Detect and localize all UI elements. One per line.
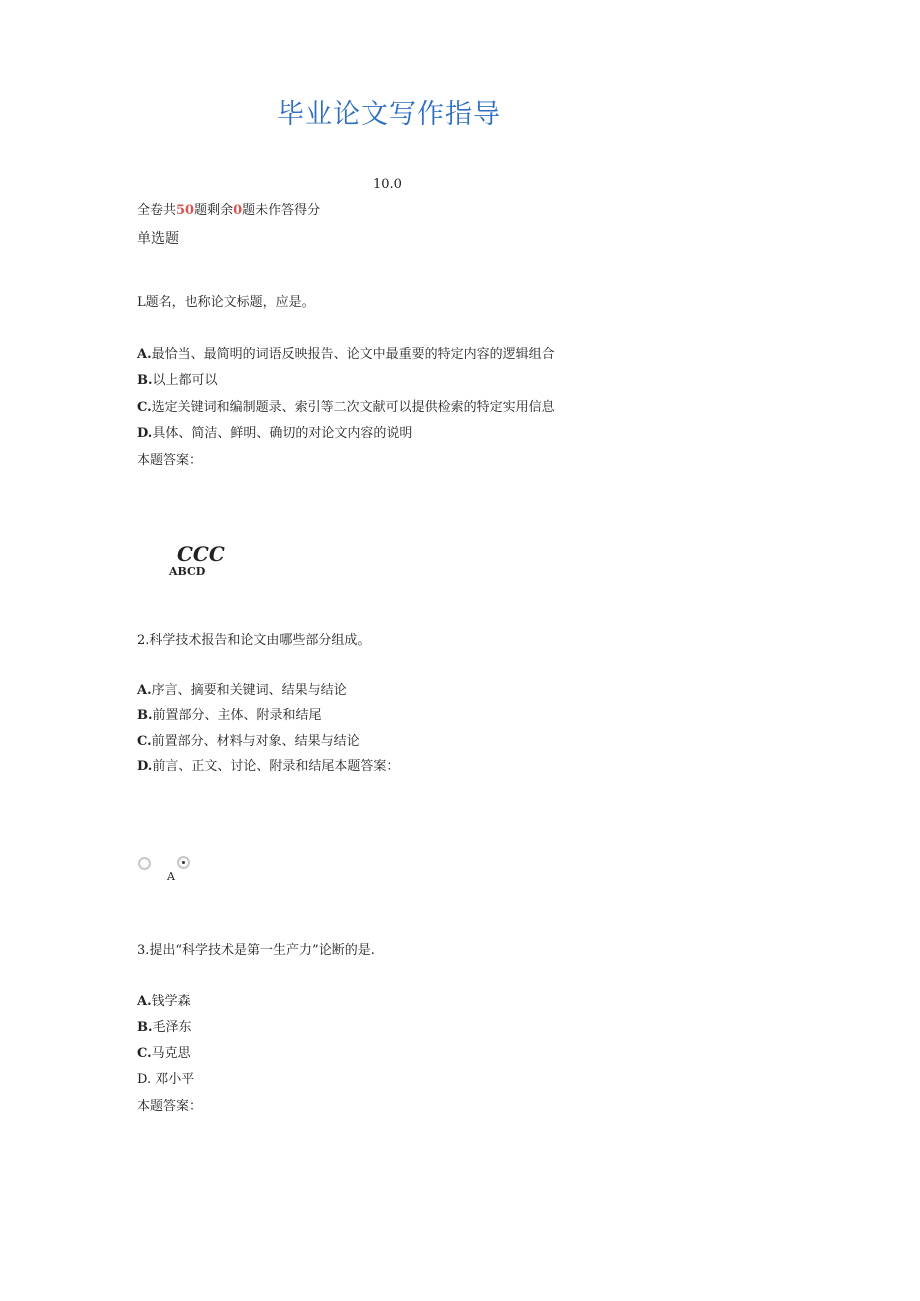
page-title: 毕业论文写作指导 xyxy=(277,99,501,130)
option-letter: D. xyxy=(137,426,153,441)
score-value: 10.0 xyxy=(373,177,402,192)
total-count: 50 xyxy=(176,203,195,218)
q2-option-d[interactable] xyxy=(137,755,399,774)
question-2-text: 2.科学技术报告和论文由哪些部分组成。 xyxy=(137,633,371,648)
q3-option-d[interactable] xyxy=(137,1068,194,1087)
option-letter: C. xyxy=(137,1046,152,1061)
q1-answer-label: 本题答案： xyxy=(137,453,203,468)
option-letter: D. xyxy=(137,759,153,774)
q1-answer-marks: CCC xyxy=(177,542,225,566)
option-text: 以上都可以 xyxy=(152,373,218,388)
exam-summary xyxy=(137,199,320,218)
option-text: 前置部分、主体、附录和结尾 xyxy=(152,708,322,723)
q1-option-a[interactable] xyxy=(137,343,555,362)
q1-answer-letters: ABCD xyxy=(169,565,206,578)
q2-radio-letter: A xyxy=(167,870,175,883)
option-text: 最恰当、最简明的词语反映报告、论文中最重要的特定内容的逻辑组合 xyxy=(151,347,555,362)
option-text: 钱学森 xyxy=(151,994,191,1009)
option-text: 具体、简洁、鲜明、确切的对论文内容的说明 xyxy=(152,426,413,441)
remaining-count: 0 xyxy=(233,203,243,218)
q2-option-b[interactable] xyxy=(137,704,322,723)
option-letter: B. xyxy=(137,708,153,723)
option-text: 选定关键词和编制题录、索引等二次文献可以提供检索的特定实用信息 xyxy=(151,400,555,415)
option-text: 马克思 xyxy=(151,1046,191,1061)
summary-suffix: 题未作答得分 xyxy=(242,203,321,218)
option-text: 前置部分、材料与对象、结果与结论 xyxy=(151,734,360,749)
question-1-text: L题名，也称论文标题，应是。 xyxy=(137,295,315,310)
option-letter: A. xyxy=(137,994,152,1009)
option-letter: A. xyxy=(137,683,152,698)
q1-option-b[interactable] xyxy=(137,369,218,388)
q3-option-b[interactable] xyxy=(137,1016,192,1035)
q2-radio-unchecked[interactable] xyxy=(138,857,151,870)
option-letter: C. xyxy=(137,734,152,749)
q3-option-c[interactable] xyxy=(137,1042,191,1061)
summary-prefix: 全卷共 xyxy=(137,203,177,218)
q3-option-a[interactable] xyxy=(137,990,191,1009)
section-heading: 单选题 xyxy=(137,231,179,247)
option-letter: D. xyxy=(137,1072,152,1087)
q2-radio-checked[interactable] xyxy=(177,856,190,869)
summary-middle: 题剩余 xyxy=(194,203,234,218)
q2-option-c[interactable] xyxy=(137,730,360,749)
option-letter: C. xyxy=(137,400,152,415)
option-text: 序言、摘要和关键词、结果与结论 xyxy=(151,683,347,698)
q1-option-d[interactable] xyxy=(137,422,412,441)
q3-answer-label: 本题答案： xyxy=(137,1099,203,1114)
option-text: 毛泽东 xyxy=(152,1020,192,1035)
option-letter: A. xyxy=(137,347,152,362)
option-letter: B. xyxy=(137,373,153,388)
q2-option-a[interactable] xyxy=(137,679,347,698)
option-letter: B. xyxy=(137,1020,153,1035)
option-text: 邓小平 xyxy=(151,1072,195,1087)
question-3-text: 3.提出“科学技术是第一生产力”论断的是. xyxy=(137,943,375,958)
option-text: 前言、正文、讨论、附录和结尾本题答案： xyxy=(152,759,400,774)
q1-option-c[interactable] xyxy=(137,396,555,415)
